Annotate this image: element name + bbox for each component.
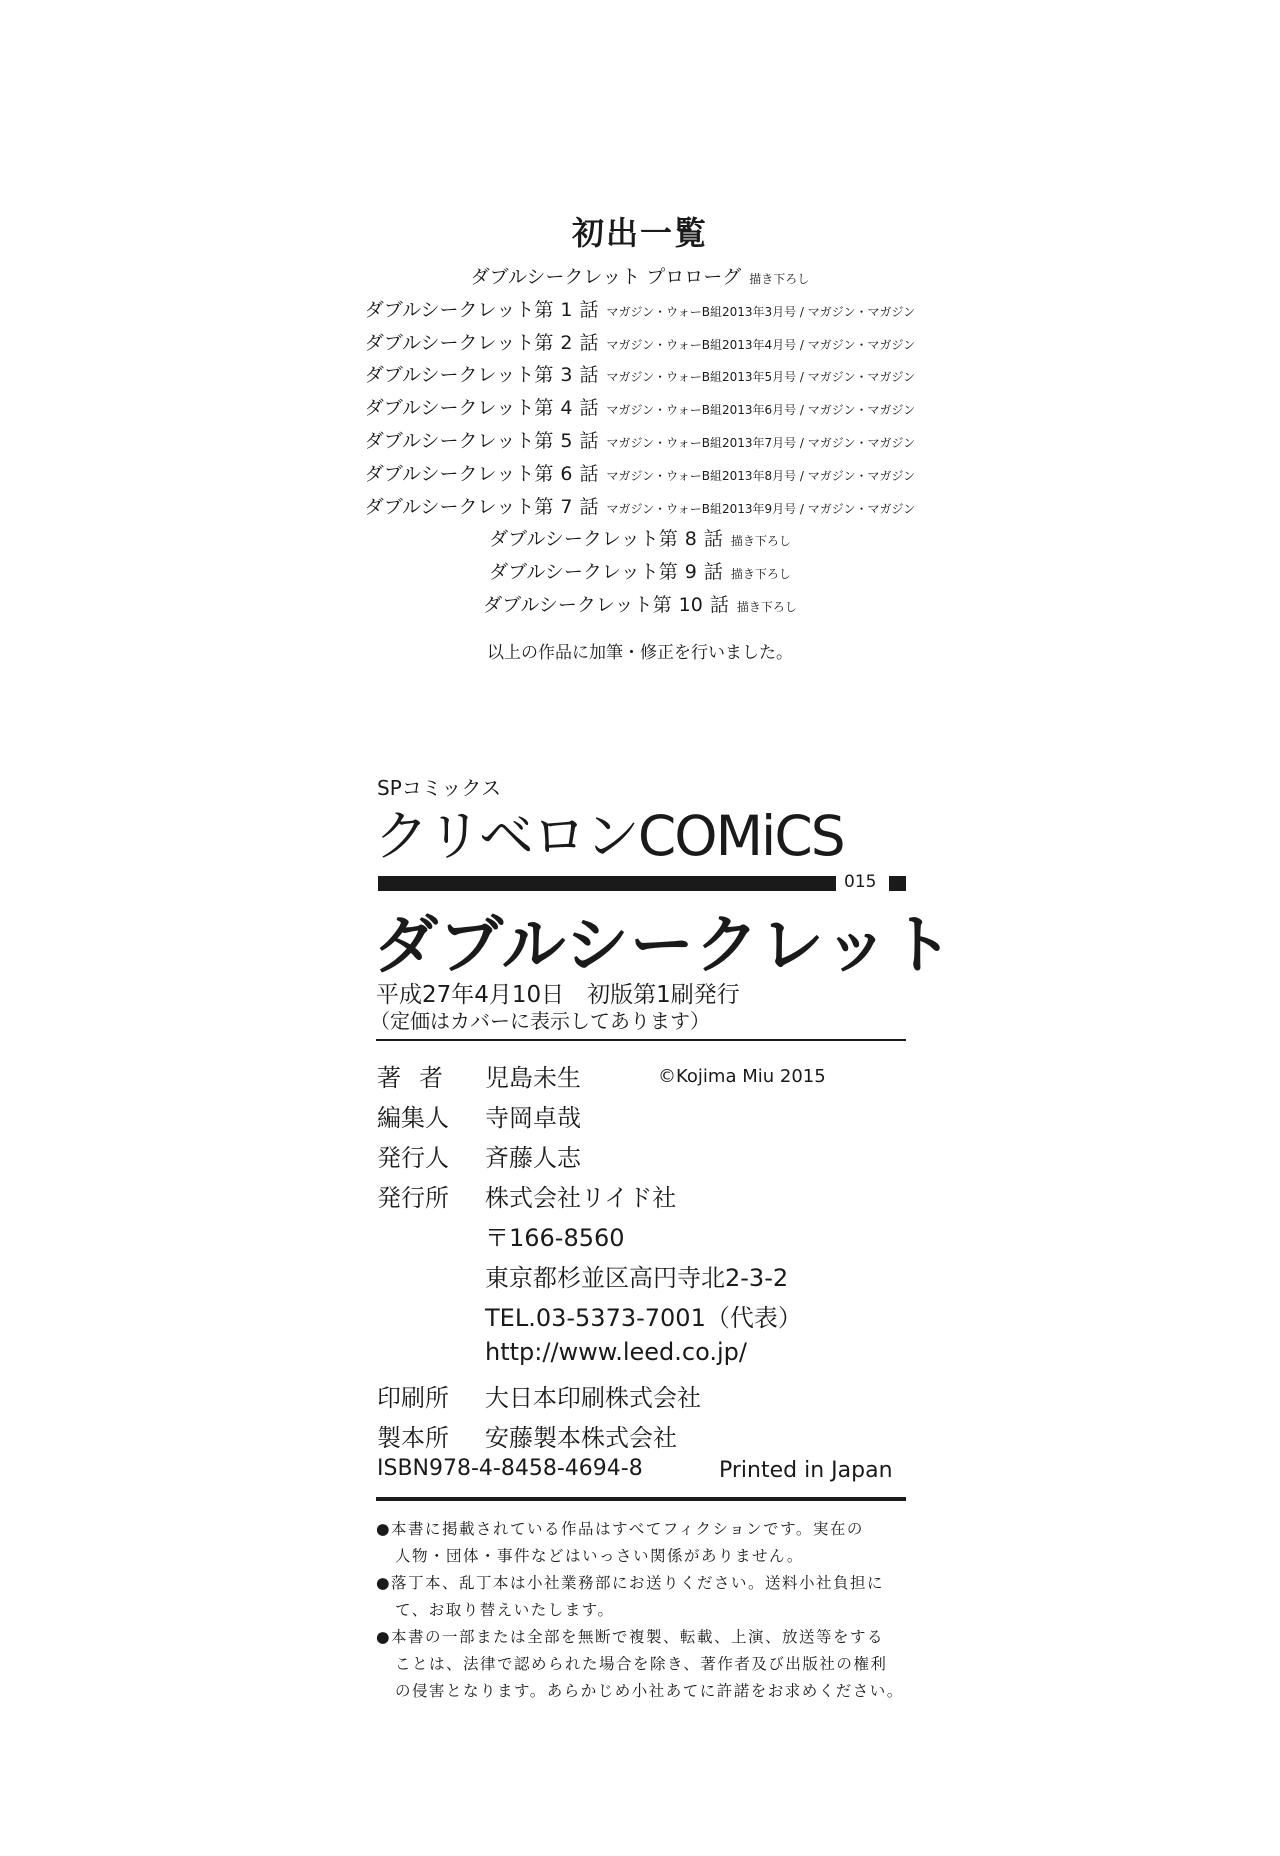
toc-entry: ダブルシークレット第 5 話 マガジン・ウォーB組2013年7月号 / マガジン・マガジン <box>364 429 916 452</box>
series-rule <box>378 876 836 891</box>
note-line: の侵害となります。あらかじめ小社あてに許諾をお求めください。 <box>395 1682 904 1700</box>
toc-entry: ダブルシークレット第 2 話 マガジン・ウォーB組2013年4月号 / マガジン・マガジン <box>364 331 916 354</box>
credit-label: 製本所 <box>377 1424 449 1452</box>
divider-thick <box>376 1497 906 1501</box>
credit-value: 児島未生 <box>485 1064 581 1092</box>
series-square <box>889 876 906 891</box>
note-line: 人物・団体・事件などはいっさい関係がありません。 <box>395 1547 804 1565</box>
publication-date: 平成27年4月10日 初版第1刷発行 <box>376 982 740 1008</box>
toc-entry: ダブルシークレット第 4 話 マガジン・ウォーB組2013年6月号 / マガジン・マガジン <box>364 397 916 420</box>
toc-list <box>0 262 1280 623</box>
credit-label: 印刷所 <box>377 1384 449 1412</box>
isbn: ISBN978-4-8458-4694-8 <box>377 1456 643 1481</box>
toc-entry: ダブルシークレット第 7 話 マガジン・ウォーB組2013年9月号 / マガジン・マガジン <box>364 495 916 518</box>
price-note: （定価はカバーに表示してあります） <box>370 1009 710 1033</box>
toc-entry: ダブルシークレット第 1 話 マガジン・ウォーB組2013年3月号 / マガジン・マガジン <box>364 298 916 321</box>
toc-entry: ダブルシークレット プロローグ 描き下ろし <box>470 266 810 288</box>
imprint-label: SPコミックス <box>377 776 502 800</box>
credit-value: TEL.03-5373-7001（代表） <box>485 1304 802 1332</box>
credit-value: http://www.leed.co.jp/ <box>485 1338 747 1366</box>
credit-value: 寺岡卓哉 <box>485 1104 581 1132</box>
credit-value: 大日本印刷株式会社 <box>485 1384 701 1412</box>
toc-note: 以上の作品に加筆・修正を行いました。 <box>487 643 793 663</box>
credit-label: 発行所 <box>377 1184 449 1212</box>
credit-value: 安藤製本株式会社 <box>485 1424 677 1452</box>
toc-entry: ダブルシークレット第 10 話 描き下ろし <box>483 593 797 616</box>
credit-label: 編集人 <box>377 1104 449 1132</box>
legal-notes <box>376 1516 916 1705</box>
note-line: て、お取り替えいたします。 <box>395 1601 615 1619</box>
book-title: ダブルシークレット <box>374 909 955 983</box>
credit-value: 斉藤人志 <box>485 1144 581 1172</box>
credit-label: 著者 <box>377 1064 461 1092</box>
divider <box>376 1039 906 1041</box>
credit-label: 発行人 <box>377 1144 449 1172</box>
copyright: ©Kojima Miu 2015 <box>658 1066 826 1087</box>
credit-value: 株式会社リイド社 <box>485 1184 677 1212</box>
note-line: ●落丁本、乱丁本は小社業務部にお送りください。送料小社負担に <box>376 1574 885 1592</box>
toc-entry: ダブルシークレット第 6 話 マガジン・ウォーB組2013年8月号 / マガジン・マガジン <box>364 462 916 485</box>
note-line: ことは、法律で認められた場合を除き、著作者及び出版社の権利 <box>395 1655 888 1673</box>
toc-entry: ダブルシークレット第 9 話 描き下ろし <box>489 561 791 584</box>
note-line: ●本書の一部または全部を無断で複製、転載、上演、放送等をする <box>376 1628 885 1646</box>
credit-value: 〒166-8560 <box>485 1224 625 1252</box>
toc-title: 初出一覧 <box>571 214 708 252</box>
credit-value: 東京都杉並区高円寺北2-3-2 <box>485 1264 789 1292</box>
note-line: ●本書に掲載されている作品はすべてフィクションです。実在の <box>376 1520 864 1538</box>
printed-in: Printed in Japan <box>719 1458 893 1483</box>
series-number: 015 <box>844 872 877 892</box>
series-title: クリベロンCOMiCS <box>374 804 844 868</box>
toc-entry: ダブルシークレット第 3 話 マガジン・ウォーB組2013年5月号 / マガジン・マガジン <box>364 364 916 387</box>
toc-entry: ダブルシークレット第 8 話 描き下ろし <box>489 528 791 551</box>
